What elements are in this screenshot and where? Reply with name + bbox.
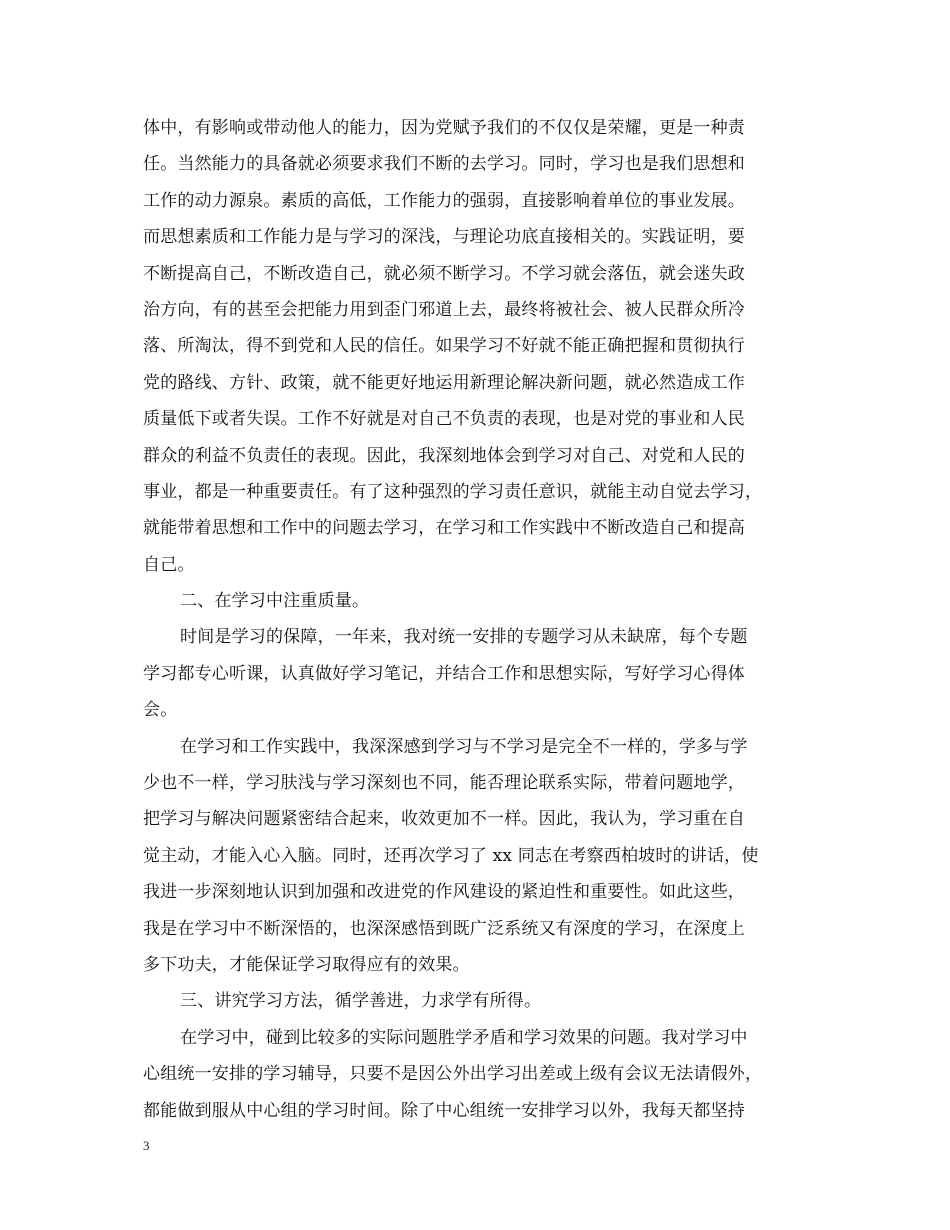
text-line: 我是在学习中不断深悟的，也深深感悟到既广泛系统又有深度的学习，在深度上 (143, 918, 745, 939)
text-line: 觉主动，才能入心入脑。同时，还再次学习了 xx 同志在考察西柏坡时的讲话，使 (143, 845, 759, 866)
text-line: 三、讲究学习方法，循学善进，力求学有所得。 (180, 991, 542, 1012)
text-line: 工作的动力源泉。素质的高低，工作能力的强弱，直接影响着单位的事业发展。 (143, 190, 745, 211)
text-line: 不断提高自己，不断改造自己，就必须不断学习。不学习就会落伍，就会迷失政 (143, 263, 745, 284)
document-body (143, 110, 813, 1129)
text-line: 在学习和工作实践中，我深深感到学习与不学习是完全不一样的，学多与学 (180, 736, 748, 757)
text-line: 会。 (143, 700, 178, 721)
text-line: 多下功夫，才能保证学习取得应有的效果。 (143, 954, 470, 975)
text-line: 二、在学习中注重质量。 (180, 591, 370, 612)
text-line: 而思想素质和工作能力是与学习的深浅，与理论功底直接相关的。实践证明，要 (143, 227, 745, 248)
text-line: 质量低下或者失误。工作不好就是对自己不负责的表现，也是对党的事业和人民 (143, 409, 745, 430)
page-number: 3 (143, 1138, 150, 1153)
text-line: 群众的利益不负责任的表现。因此，我深刻地体会到学习对自己、对党和人民的 (143, 445, 745, 466)
text-line: 任。当然能力的具备就必须要求我们不断的去学习。同时，学习也是我们思想和 (143, 154, 745, 175)
text-line: 心组统一安排的学习辅导，只要不是因公外出学习出差或上级有会议无法请假外， (143, 1064, 763, 1085)
text-line: 治方向，有的甚至会把能力用到歪门邪道上去，最终将被社会、被人民群众所冷 (143, 299, 745, 320)
text-line: 时间是学习的保障，一年来，我对统一安排的专题学习从未缺席，每个专题 (180, 627, 748, 648)
text-line: 都能做到服从中心组的学习时间。除了中心组统一安排学习以外，我每天都坚持 (143, 1100, 745, 1121)
text-line: 学习都专心听课，认真做好学习笔记，并结合工作和思想实际，写好学习心得体 (143, 663, 745, 684)
text-line: 落、所淘汰，得不到党和人民的信任。如果学习不好就不能正确把握和贯彻执行 (143, 336, 745, 357)
text-line: 党的路线、方针、政策，就不能更好地运用新理论解决新问题，就必然造成工作 (143, 372, 745, 393)
text-line: 在学习中，碰到比较多的实际问题胜学矛盾和学习效果的问题。我对学习中 (180, 1027, 748, 1048)
text-line: 就能带着思想和工作中的问题去学习，在学习和工作实践中不断改造自己和提高 (143, 518, 745, 539)
text-line: 体中，有影响或带动他人的能力，因为党赋予我们的不仅仅是荣耀，更是一种责 (143, 118, 745, 138)
text-line: 我进一步深刻地认识到加强和改进党的作风建设的紧迫性和重要性。如此这些， (143, 882, 745, 903)
text-line: 把学习与解决问题紧密结合起来，收效更加不一样。因此，我认为，学习重在自 (143, 809, 745, 830)
text-line: 事业，都是一种重要责任。有了这种强烈的学习责任意识，就能主动自觉去学习， (143, 481, 763, 502)
text-line: 少也不一样，学习肤浅与学习深刻也不同，能否理论联系实际，带着问题地学， (143, 773, 745, 794)
text-line: 自己。 (143, 554, 195, 575)
